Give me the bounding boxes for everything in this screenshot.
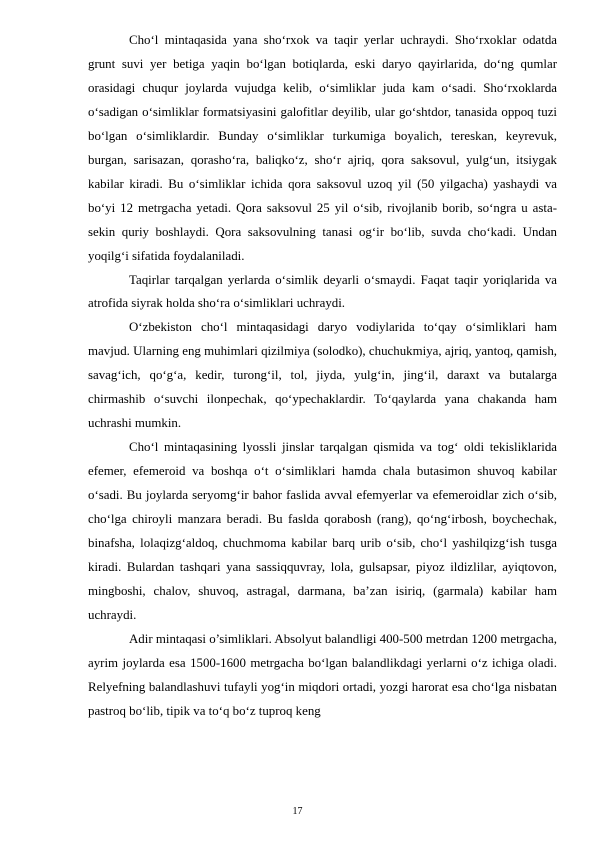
document-page (88, 29, 557, 724)
paragraph-tugai: O‘zbekiston cho‘l mintaqasidagi daryo vodiylarida to‘qay o‘simliklari ham mavjud. Ularning eng muhimlari qizilmiya (solodko), chuchukmiya, ajriq, yantoq, qamish, savag‘ich, qo‘g‘a, kedir, turong‘il, tol, jiyda, yulg‘in, jing‘il, daraxt va butalarga chirmashib o‘suvchi ilonpechak, qo‘ypechaklardir. To‘qaylarda yana chakanda ham uchrashi mumkin. (88, 320, 557, 431)
paragraph-adir: Adir mintaqasi o’simliklari. Absolyut balandligi 400-500 metrdan 1200 metrgacha, ayrim joylarda esa 1500-1600 metrgacha bo‘lgan balandlikdagi yerlarni o‘z ichiga oladi. Relyefning balandlashuvi tufayli yog‘in miqdori ortadi, yozgi harorat esa cho‘lga nisbatan pastroq bo‘lib, tipik va to‘q bo‘z tuproq keng (88, 631, 557, 718)
page-number: 17 (292, 806, 303, 817)
paragraph-taqir: Taqirlar tarqalgan yerlarda o‘simlik deyarli o‘smaydi. Faqat taqir yoriqlarida va atrofida siyrak holda sho‘ra o‘simliklari uchraydi. (88, 272, 557, 311)
paragraph-ephemeral: Cho‘l mintaqasining lyossli jinslar tarqalgan qismida va tog‘ oldi tekisliklarida efemer, efemeroid va boshqa o‘t o‘simliklari hamda chala butasimon shuvoq kabilar o‘sadi. Bu joylarda seryomg‘ir bahor faslida avval efemyerlar va efemeroidlar zich o‘sib, cho‘lga chiroyli manzara beradi. Bu faslda qorabosh (rang), qo‘ng‘irbosh, boychechak, binafsha, lolaqizg‘aldoq, chuchmoma kabilar barq urib o‘sib, cho‘l yashilqizg‘ish tusga kiradi. Bulardan tashqari yana sassiqquvray, lola, gulsapsar, piyoz ildizlilar, ayiqtovon, mingboshi, chalov, shuvoq, astragal, darmana, ba’zan isiriq, (garmala) kabilar ham uchraydi. (88, 440, 557, 622)
paragraph-saltmarsh: Cho‘l mintaqasida yana sho‘rxok va taqir yerlar uchraydi. Sho‘rxoklar odatda grunt suvi yer betiga yaqin bo‘lgan botiqlarda, eski daryo qayirlarida, do‘ng qumlar orasidagi chuqur joylarda vujudga kelib, o‘simliklar juda kam o‘sadi. Sho‘rxoklarda o‘sadigan o‘simliklar formatsiyasini galofitlar deyilib, ular go‘shtdor, tanasida oppoq tuzi bo‘lgan o‘simliklardir. Bunday o‘simliklar turkumiga boyalich, tereskan, keyrevuk, burgan, sarisazan, qorasho‘ra, baliqko‘z, sho‘r ajriq, qora saksovul, yulg‘un, itsiygak kabilar kiradi. Bu o‘simliklar ichida qora saksovul uzoq yil (50 yilgacha) yashaydi va bo‘yi 12 metrgacha yetadi. Qora saksovul 25 yil o‘sib, rivojlanib borib, so‘ngra u asta-sekin quriy boshlaydi. Qora saksovulning tanasi og‘ir bo‘lib, suvda cho‘kadi. Undan yoqilg‘i sifatida foydalaniladi. (88, 33, 557, 263)
